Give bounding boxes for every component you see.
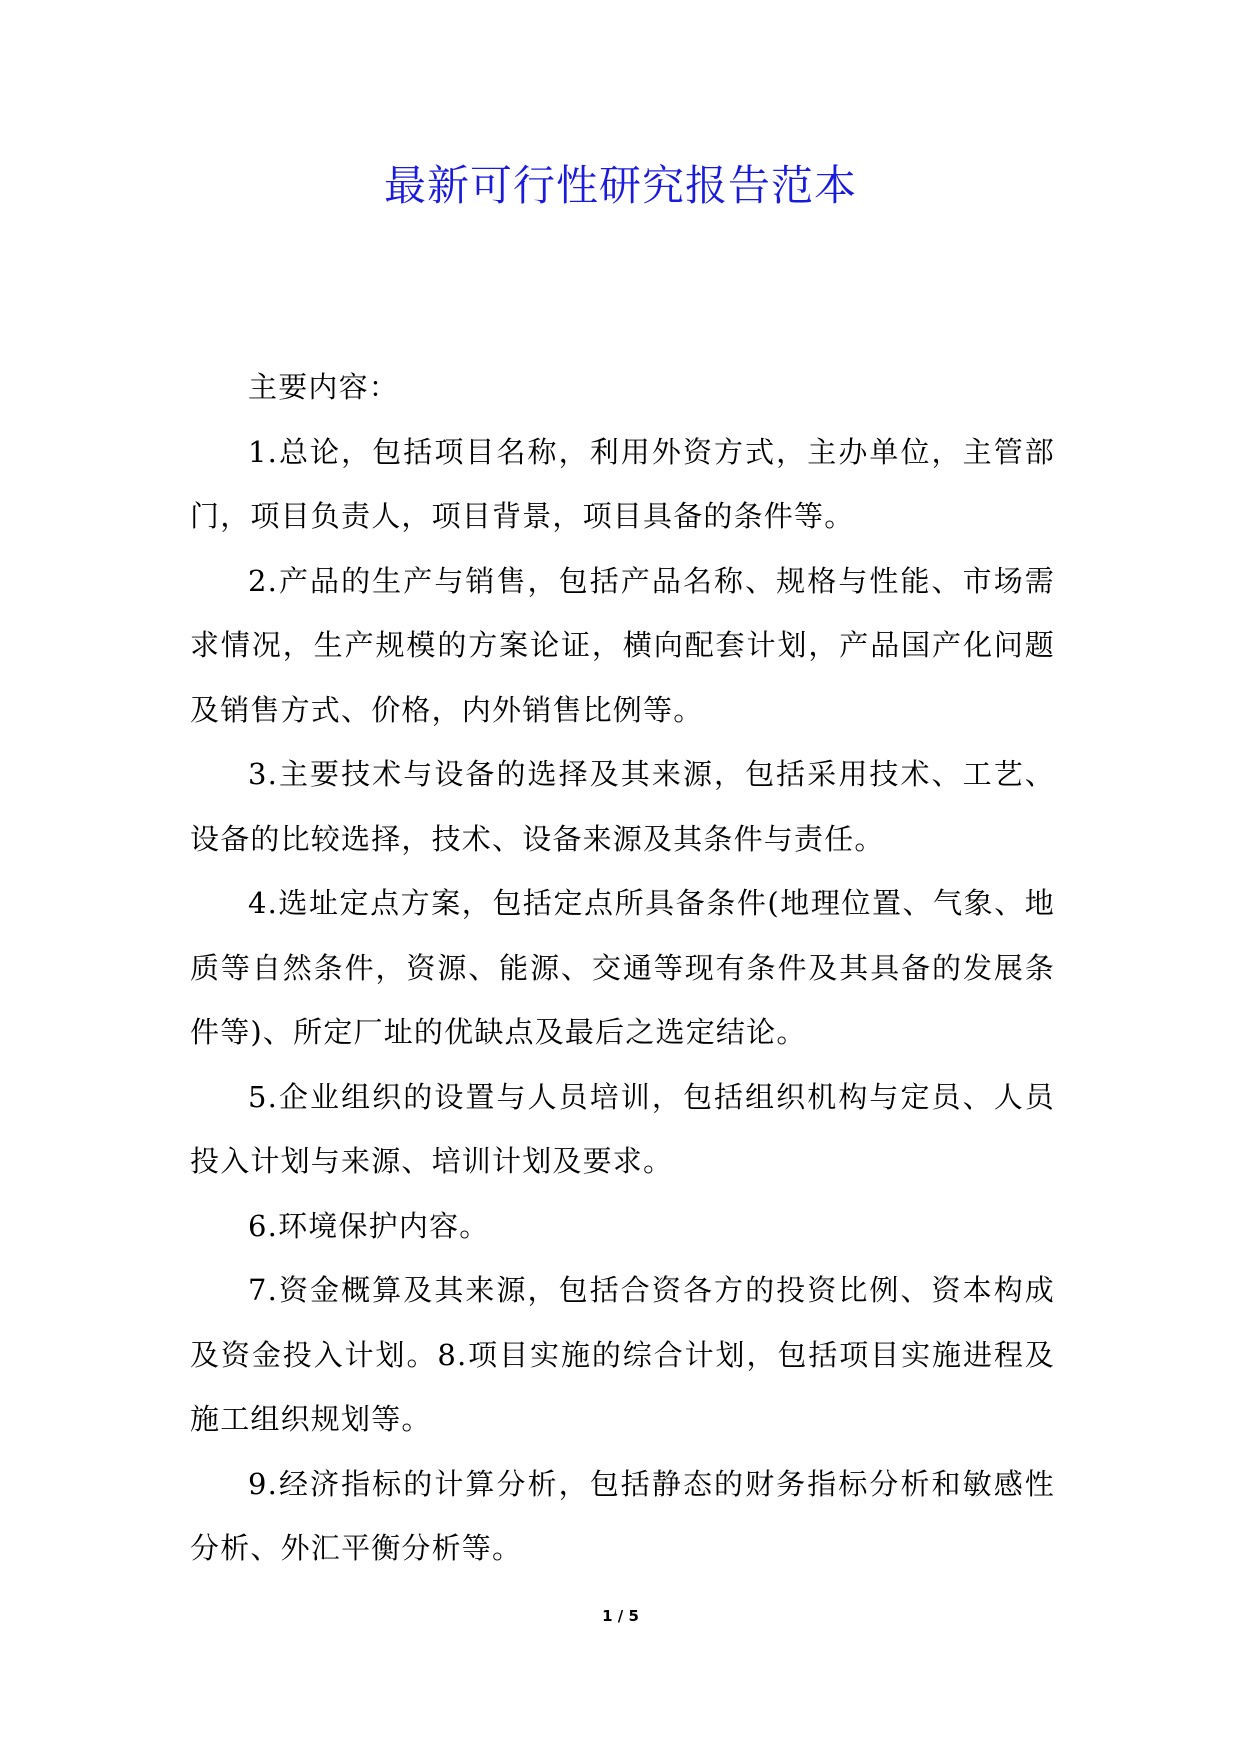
list-item: 9.经济指标的计算分析，包括静态的财务指标分析和敏感性分析、外汇平衡分析等。 [190,1466,1055,1565]
list-item: 7.资金概算及其来源，包括合资各方的投资比例、资本构成及资金投入计划。8.项目实施的综合计划，包括项目实施进程及施工组织规划等。 [190,1273,1055,1436]
section-heading: 主要内容： [248,370,400,404]
document-title: 最新可行性研究报告范本 [383,161,857,210]
list-item: 3.主要技术与设备的选择及其来源，包括采用技术、工艺、设备的比较选择，技术、设备来源及其条件与责任。 [190,757,1055,856]
list-item: 4.选址定点方案，包括定点所具备条件(地理位置、气象、地质等自然条件，资源、能源、交通等现有条件及其具备的发展条件等)、所定厂址的优缺点及最后之选定结论。 [190,886,1055,1049]
document-body [190,355,1055,1581]
list-item: 2.产品的生产与销售，包括产品名称、规格与性能、市场需求情况，生产规模的方案论证，横向配套计划，产品国产化问题及销售方式、价格，内外销售比例等。 [190,563,1055,727]
list-item: 5.企业组织的设置与人员培训，包括组织机构与定员、人员投入计划与来源、培训计划及要求。 [190,1079,1055,1178]
list-item: 6.环境保护内容。 [248,1208,490,1243]
page-number: 1 / 5 [602,1607,639,1625]
list-item: 1.总论，包括项目名称，利用外资方式，主办单位，主管部门，项目负责人，项目背景，项目具备的条件等。 [190,434,1055,533]
